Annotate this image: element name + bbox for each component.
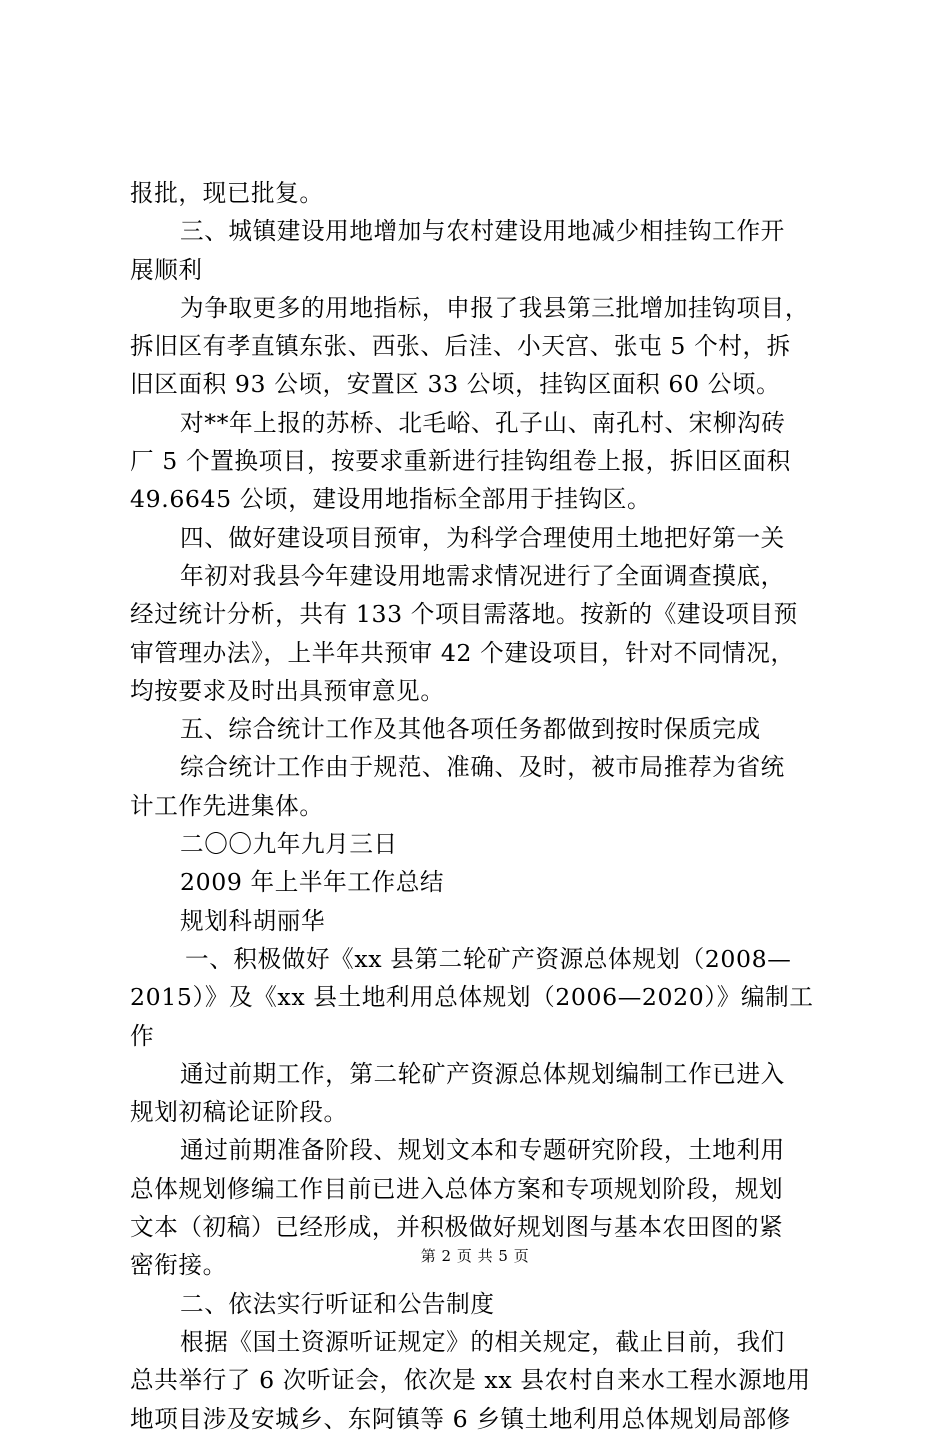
text-line: 计工作先进集体。 <box>130 791 324 820</box>
text-line: 三、城镇建设用地增加与农村建设用地减少相挂钩工作开 <box>180 217 785 246</box>
text-line: 年初对我县今年建设用地需求情况进行了全面调查摸底， <box>180 561 785 590</box>
text-line: 文本（初稿）已经形成，并积极做好规划图与基本农田图的紧 <box>130 1213 784 1242</box>
text-line: 规划科胡丽华 <box>180 906 326 935</box>
text-line: 地项目涉及安城乡、东阿镇等 6 乡镇土地利用总体规划局部修 <box>130 1404 791 1433</box>
text-line: 密衔接。 <box>130 1251 227 1280</box>
text-line: 总共举行了 6 次听证会，依次是 xx 县农村自来水工程水源地用 <box>130 1366 811 1395</box>
text-line: 拆旧区有孝直镇东张、西张、后洼、小天宫、张屯 5 个村，拆 <box>130 332 791 361</box>
text-line: 2009 年上半年工作总结 <box>180 868 445 897</box>
text-line: 对**年上报的苏桥、北毛峪、孔子山、南孔村、宋柳沟砖 <box>180 408 786 437</box>
text-line: 规划初稿论证阶段。 <box>130 1098 348 1127</box>
text-line: 根据《国土资源听证规定》的相关规定，截止目前，我们 <box>180 1327 785 1356</box>
text-line: 二、依法实行听证和公告制度 <box>180 1289 495 1318</box>
text-line: 为争取更多的用地指标，申报了我县第三批增加挂钩项目， <box>180 293 810 322</box>
text-line: 总体规划修编工作目前已进入总体方案和专项规划阶段，规划 <box>130 1174 784 1203</box>
text-line: 一、积极做好《xx 县第二轮矿产资源总体规划（2008— <box>185 944 792 973</box>
text-line: 综合统计工作由于规范、准确、及时，被市局推荐为省统 <box>180 753 785 782</box>
text-line: 作 <box>130 1021 155 1050</box>
text-line: 通过前期工作，第二轮矿产资源总体规划编制工作已进入 <box>180 1059 785 1088</box>
text-line: 五、综合统计工作及其他各项任务都做到按时保质完成 <box>180 715 761 744</box>
text-line: 四、做好建设项目预审，为科学合理使用土地把好第一关 <box>180 523 785 552</box>
text-line: 旧区面积 93 公顷，安置区 33 公顷，挂钩区面积 60 公顷。 <box>130 370 781 399</box>
text-line: 均按要求及时出具预审意见。 <box>130 676 445 705</box>
text-line: 审管理办法》，上半年共预审 42 个建设项目，针对不同情况， <box>130 638 795 667</box>
text-line: 展顺利 <box>130 255 203 284</box>
text-line: 厂 5 个置换项目，按要求重新进行挂钩组卷上报，拆旧区面积 <box>130 447 791 476</box>
text-line: 二〇〇九年九月三日 <box>180 830 398 859</box>
text-line: 49.6645 公顷，建设用地指标全部用于挂钩区。 <box>130 485 652 514</box>
text-line: 通过前期准备阶段、规划文本和专题研究阶段，土地利用 <box>180 1136 785 1165</box>
text-line: 报批，现已批复。 <box>130 179 324 207</box>
page-footer: 第 2 页 共 5 页 <box>420 1247 530 1265</box>
text-line: 2015）》及《xx 县土地利用总体规划（2006—2020）》编制工 <box>130 983 814 1012</box>
text-line: 经过统计分析，共有 133 个项目需落地。按新的《建设项目预 <box>130 600 798 629</box>
